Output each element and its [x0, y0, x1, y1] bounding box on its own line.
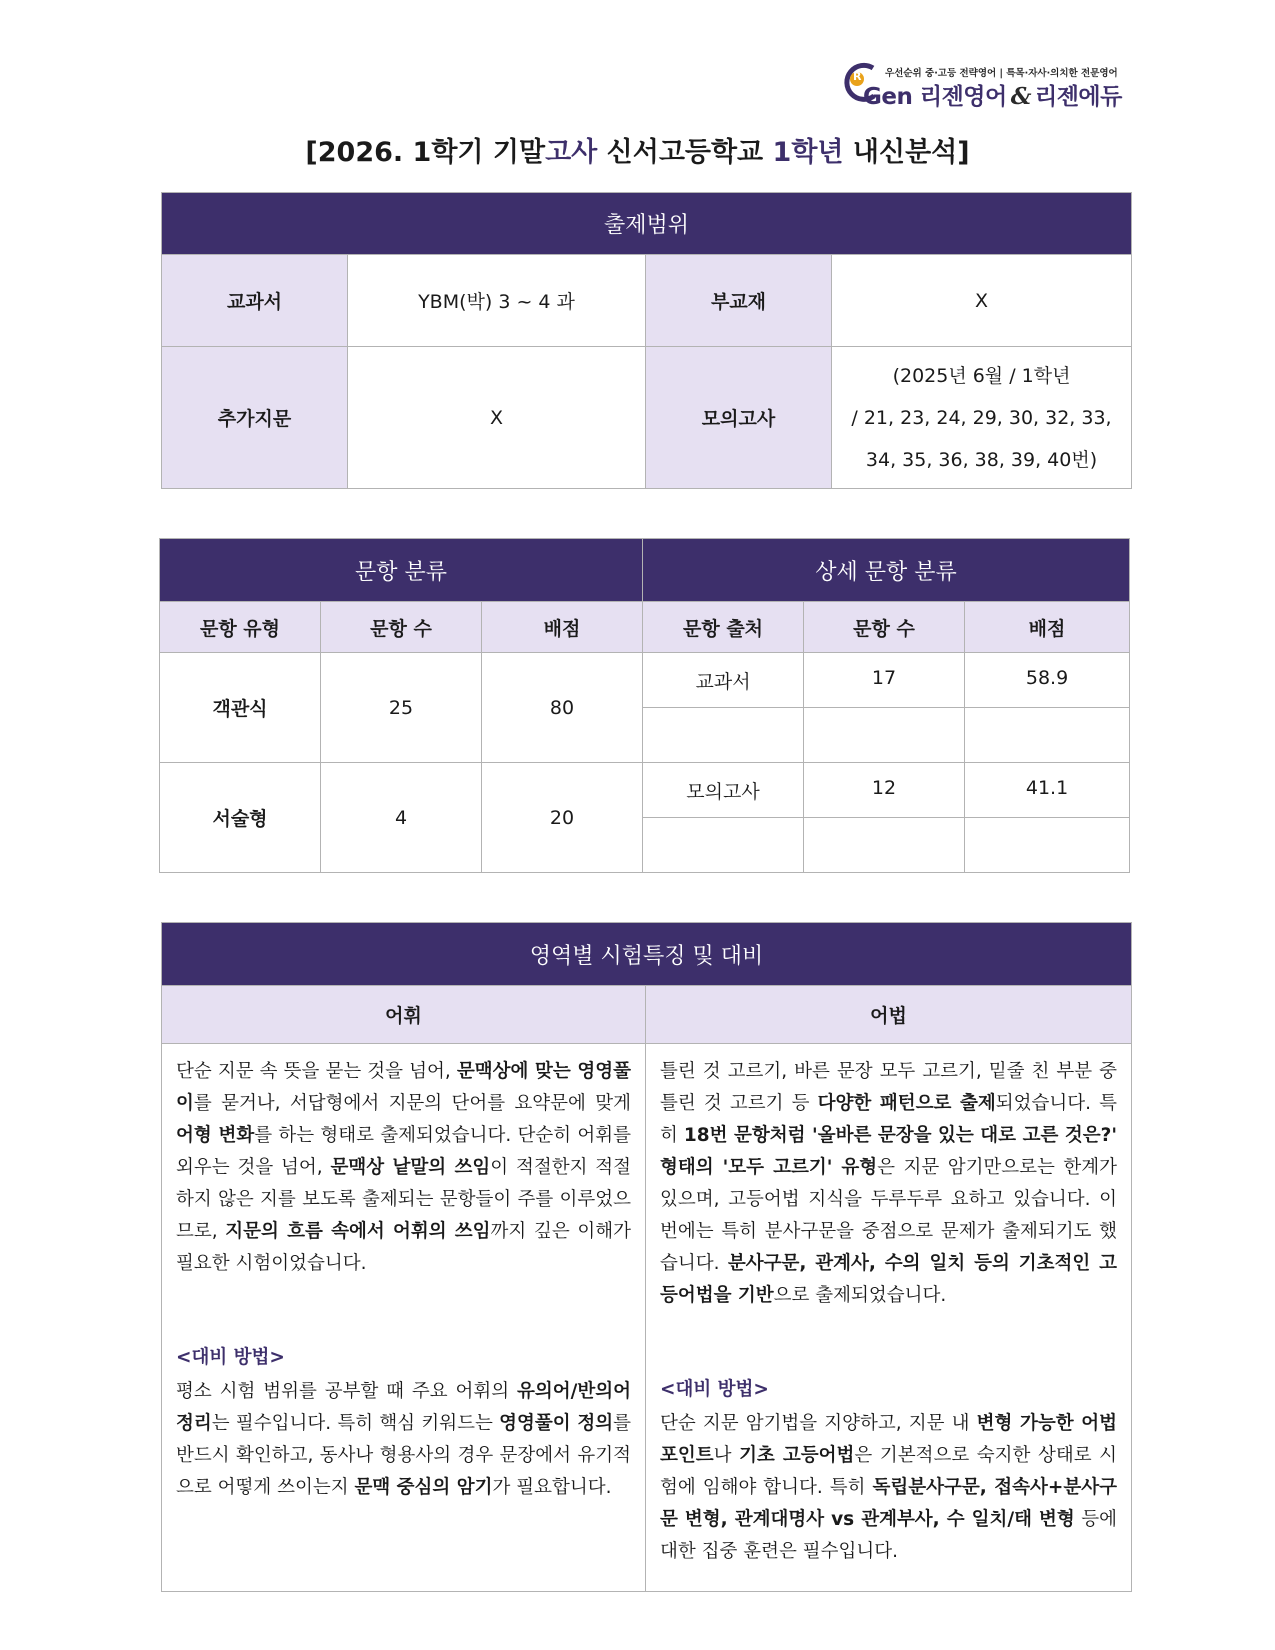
vocab-label: 어휘 — [162, 986, 646, 1044]
count-cell: 4 — [321, 763, 482, 873]
source-count-cell — [804, 708, 965, 763]
grammar-prep-text: 단순 지문 암기법을 지양하고, 지문 내 변형 가능한 어법 포인트나 기초 고등어법은 기본적으로 숙지한 상태로 시험에 임해야 합니다. 특히 독립분사구문, 접속사+분사구문 변형, 관계대명사 vs 관계부사, 수 일치/태 변형 등에 대한 집중 훈련은 필수입니다. — [660, 1413, 1118, 1562]
table-row — [160, 653, 1130, 708]
source-score-cell: 41.1 — [965, 763, 1130, 818]
vocab-prep-heading: <대비 방법> — [176, 1347, 285, 1368]
page-title: [2026. 1학기 기말고사 신서고등학교 1학년 내신분석] — [305, 137, 970, 168]
area-header: 영역별 시험특징 및 대비 — [162, 923, 1132, 986]
grammar-feature-text: 틀린 것 고르기, 바른 문장 모두 고르기, 밑줄 친 부분 중 틀린 것 고르기 등 다양한 패턴으로 출제되었습니다. 특히 18번 문항처럼 '올바른 문장을 있는 대로 고른 것은?' 형태의 '모두 고르기' 유형은 지문 암기만으로는 한계가 있으며, 고등어법 지식을 두루두루 요하고 있습니다. 이번에는 특히 분사구문을 중점으로 문제가 출제되기도 했습니다. 분사구문, 관계사, 수의 일치 등의 기초적인 고등어법을 기반으로 출제되었습니다. — [660, 1061, 1118, 1306]
source-count-cell: 17 — [804, 653, 965, 708]
score-cell: 20 — [482, 763, 643, 873]
textbook-value: YBM(박) 3 ~ 4 과 — [348, 255, 646, 347]
classification-table — [159, 538, 1130, 873]
source-count-cell — [804, 818, 965, 873]
logo-mark-letter: R — [853, 70, 862, 83]
vocab-analysis — [162, 1044, 646, 1592]
col-count-detail: 문항 수 — [804, 602, 965, 653]
col-count: 문항 수 — [321, 602, 482, 653]
col-type: 문항 유형 — [160, 602, 321, 653]
grammar-prep-heading: <대비 방법> — [660, 1379, 769, 1400]
score-cell: 80 — [482, 653, 643, 763]
textbook-label: 교과서 — [162, 255, 348, 347]
source-cell: 모의고사 — [643, 763, 804, 818]
subtext-label: 부교재 — [646, 255, 832, 347]
detail-classification-header: 상세 문항 분류 — [643, 539, 1130, 602]
mock-exam-range: (2025년 6월 / 1학년 / 21, 23, 24, 29, 30, 32, 33, 34, 35, 36, 38, 39, 40번) — [832, 347, 1132, 489]
table-row — [160, 763, 1130, 818]
type-cell: 객관식 — [160, 653, 321, 763]
source-cell — [643, 818, 804, 873]
source-score-cell — [965, 818, 1130, 873]
source-count-cell: 12 — [804, 763, 965, 818]
extra-passage-label: 추가지문 — [162, 347, 348, 489]
source-score-cell — [965, 708, 1130, 763]
source-cell: 교과서 — [643, 653, 804, 708]
logo-name: Gen 리젠영어 & 리젠에듀 — [863, 83, 1122, 110]
col-score-detail: 배점 — [965, 602, 1130, 653]
classification-header: 문항 분류 — [160, 539, 643, 602]
scope-header: 출제범위 — [162, 193, 1132, 255]
col-score: 배점 — [482, 602, 643, 653]
subtext-value: X — [832, 255, 1132, 347]
col-source: 문항 출처 — [643, 602, 804, 653]
type-cell: 서술형 — [160, 763, 321, 873]
extra-passage-value: X — [348, 347, 646, 489]
grammar-analysis — [646, 1044, 1132, 1592]
area-analysis-table — [161, 922, 1132, 1592]
scope-table — [161, 192, 1132, 489]
vocab-prep-text: 평소 시험 범위를 공부할 때 주요 어휘의 유의어/반의어 정리는 필수입니다. 특히 핵심 키워드는 영영풀이 정의를 반드시 확인하고, 동사나 형용사의 경우 문장에서 유기적으로 어떻게 쓰이는지 문맥 중심의 암기가 필요합니다. — [176, 1381, 631, 1498]
logo-tagline: 우선순위 중·고등 전략영어 | 특목·자사·의치한 전문영어 — [885, 68, 1118, 79]
source-score-cell: 58.9 — [965, 653, 1130, 708]
source-cell — [643, 708, 804, 763]
grammar-label: 어법 — [646, 986, 1132, 1044]
count-cell: 25 — [321, 653, 482, 763]
brand-logo — [843, 58, 1128, 108]
mock-exam-label: 모의고사 — [646, 347, 832, 489]
vocab-feature-text: 단순 지문 속 뜻을 묻는 것을 넘어, 문맥상에 맞는 영영풀이를 묻거나, 서답형에서 지문의 단어를 요약문에 맞게 어형 변화를 하는 형태로 출제되었습니다. 단순히 어휘를 외우는 것을 넘어, 문맥상 낱말의 쓰임이 적절한지 적절하지 않은 지를 보도록 출제되는 문항들이 주를 이루었으므로, 지문의 흐름 속에서 어휘의 쓰임까지 깊은 이해가 필요한 시험이었습니다. — [176, 1061, 632, 1274]
